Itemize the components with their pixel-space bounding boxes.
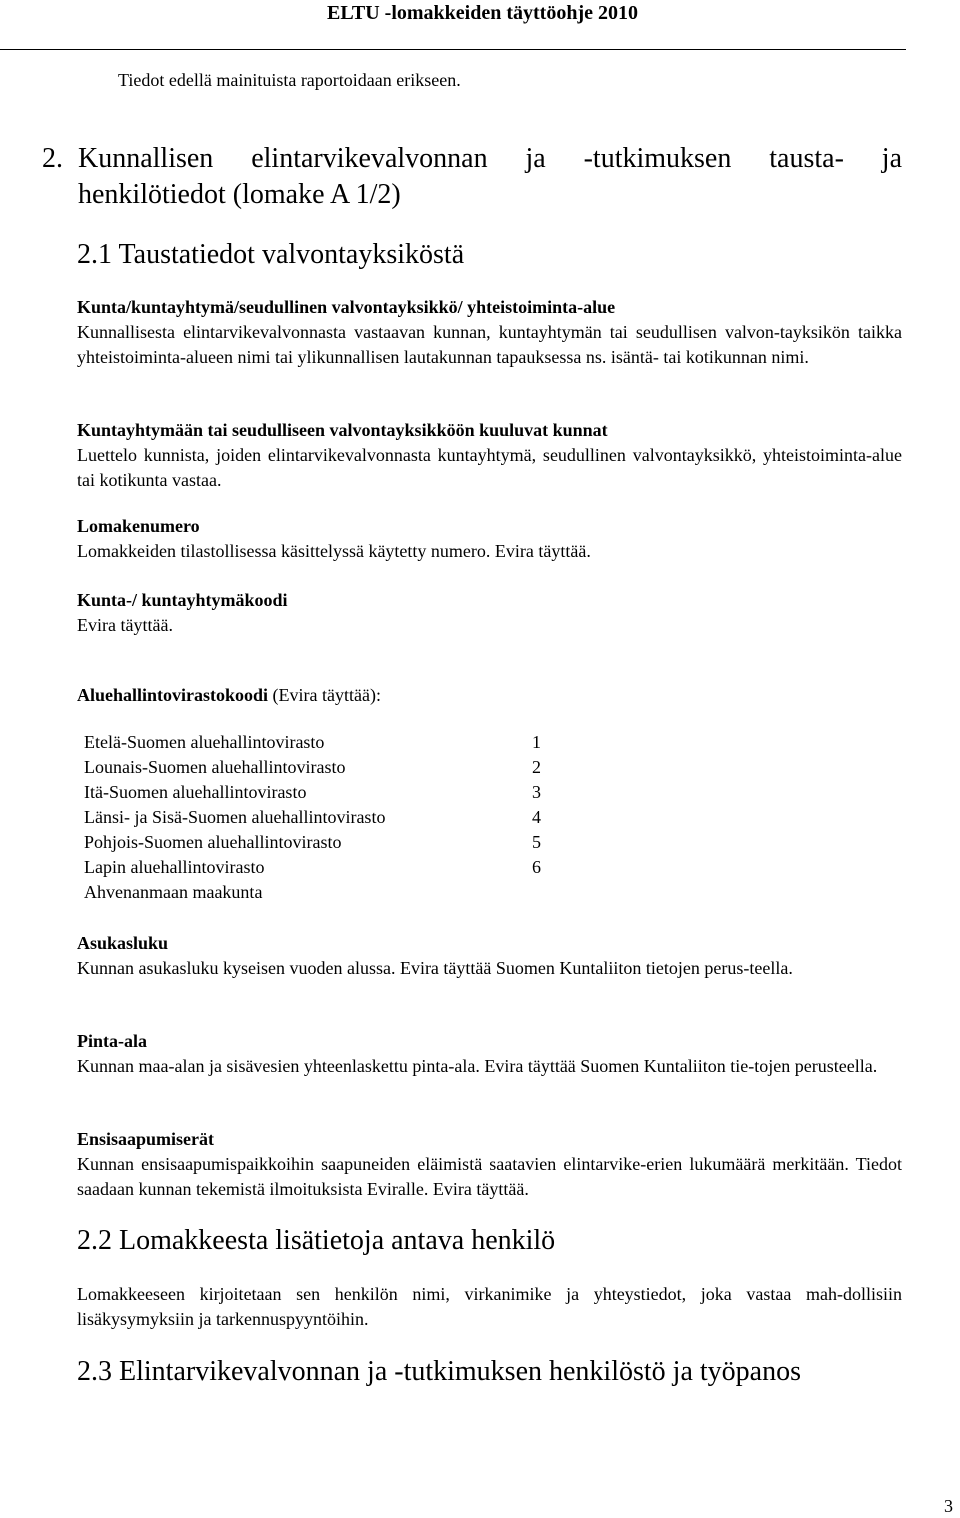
block-title: Kunta-/ kuntayhtymäkoodi [77, 590, 288, 610]
section-2-1-heading: 2.1 Taustatiedot valvontayksiköstä [77, 239, 465, 270]
office-code: 6 [532, 857, 541, 877]
office-name: Länsi- ja Sisä-Suomen aluehallintovirasto [84, 807, 386, 827]
office-name: Etelä-Suomen aluehallintovirasto [84, 732, 325, 752]
section-2-number: 2. [42, 143, 63, 174]
avi-office-list [84, 730, 564, 905]
block-body: Evira täyttää. [77, 615, 173, 635]
block-title: Kuntayhtymään tai seudulliseen valvontayksikköön kuuluvat kunnat [77, 420, 608, 440]
block-body: Lomakkeeseen kirjoitetaan sen henkilön nimi, virkanimike ja yhteystiedot, joka vastaa mah-dollisiin lisäkysymyksiin ja tarkennuspyyntöihin. [77, 1284, 902, 1329]
section-2-heading [42, 141, 902, 213]
avi-title: Aluehallintovirastokoodi [77, 685, 269, 705]
office-name: Itä-Suomen aluehallintovirasto [84, 782, 307, 802]
block-body: Kunnan maa-alan ja sisävesien yhteenlaskettu pinta-ala. Evira täyttää Suomen Kuntaliiton tie-tojen perusteella. [77, 1056, 878, 1076]
section-2-title-line1: Kunnallisen elintarvikevalvonnan ja -tutkimuksen tausta- ja [78, 143, 902, 174]
office-code: 3 [532, 782, 541, 802]
list-item [84, 730, 564, 755]
avi-note: (Evira täyttää): [268, 685, 381, 705]
list-item [84, 755, 564, 780]
block-lomakenumero [77, 514, 902, 564]
page-number: 3 [944, 1496, 953, 1516]
block-body: Lomakkeiden tilastollisessa käsittelyssä käytetty numero. Evira täyttää. [77, 541, 591, 561]
list-item [84, 880, 564, 905]
block-title: Ensisaapumiserät [77, 1129, 215, 1149]
list-item [84, 805, 564, 830]
section-2-2-heading: 2.2 Lomakkeesta lisätietoja antava henkilö [77, 1225, 556, 1256]
header-title: ELTU -lomakkeiden täyttöohje 2010 [327, 2, 638, 24]
block-body: Luettelo kunnista, joiden elintarvikevalvonnasta kuntayhtymä, seudullinen valvontayksikkö, yhteistoiminta-alue tai kotikunta vastaa. [77, 445, 902, 490]
block-title: Pinta-ala [77, 1031, 147, 1051]
office-name: Pohjois-Suomen aluehallintovirasto [84, 832, 342, 852]
avi-heading [77, 683, 381, 708]
office-code: 4 [532, 807, 541, 827]
header-rule [0, 49, 906, 50]
running-header [0, 0, 960, 54]
block-body: Kunnan ensisaapumispaikkoihin saapuneiden eläimistä saatavien elintarvike-erien lukumäärä merkitään. Tiedot saadaan kunnan tekemistä ilmoituksista Eviralle. Evira täyttää. [77, 1154, 902, 1199]
block-body: Kunnan asukasluku kyseisen vuoden alussa. Evira täyttää Suomen Kuntaliiton tietojen perus-teella. [77, 958, 793, 978]
block-asukasluku [77, 931, 902, 981]
block-lisatietoja [77, 1282, 902, 1332]
block-kunnat [77, 418, 902, 493]
block-title: Asukasluku [77, 933, 169, 953]
office-name: Lapin aluehallintovirasto [84, 857, 265, 877]
list-item [84, 855, 564, 880]
block-pinta-ala [77, 1029, 902, 1079]
list-item [84, 830, 564, 855]
office-name: Ahvenanmaan maakunta [84, 882, 263, 902]
office-name: Lounais-Suomen aluehallintovirasto [84, 757, 346, 777]
office-code: 2 [532, 757, 541, 777]
section-2-title-line2: henkilötiedot (lomake A 1/2) [78, 179, 401, 210]
intro-paragraph: Tiedot edellä mainituista raportoidaan erikseen. [118, 70, 461, 90]
block-valvontayksikko [77, 295, 902, 370]
block-ensisaapumiserat [77, 1127, 902, 1202]
section-2-3-heading: 2.3 Elintarvikevalvonnan ja -tutkimuksen henkilöstö ja työpanos [77, 1356, 801, 1387]
block-body: Kunnallisesta elintarvikevalvonnasta vastaavan kunnan, kuntayhtymän tai seudullisen valvon-tayksikön taikka yhteistoiminta-alueen nimi tai ylikunnallisen lautakunnan tapauksessa ns. isäntä- tai kotikunnan nimi. [77, 322, 902, 367]
block-title: Lomakenumero [77, 516, 200, 536]
block-kuntakoodi [77, 588, 902, 638]
office-code: 1 [532, 732, 541, 752]
office-code: 5 [532, 832, 541, 852]
list-item [84, 780, 564, 805]
block-title: Kunta/kuntayhtymä/seudullinen valvontayksikkö/ yhteistoiminta-alue [77, 297, 616, 317]
